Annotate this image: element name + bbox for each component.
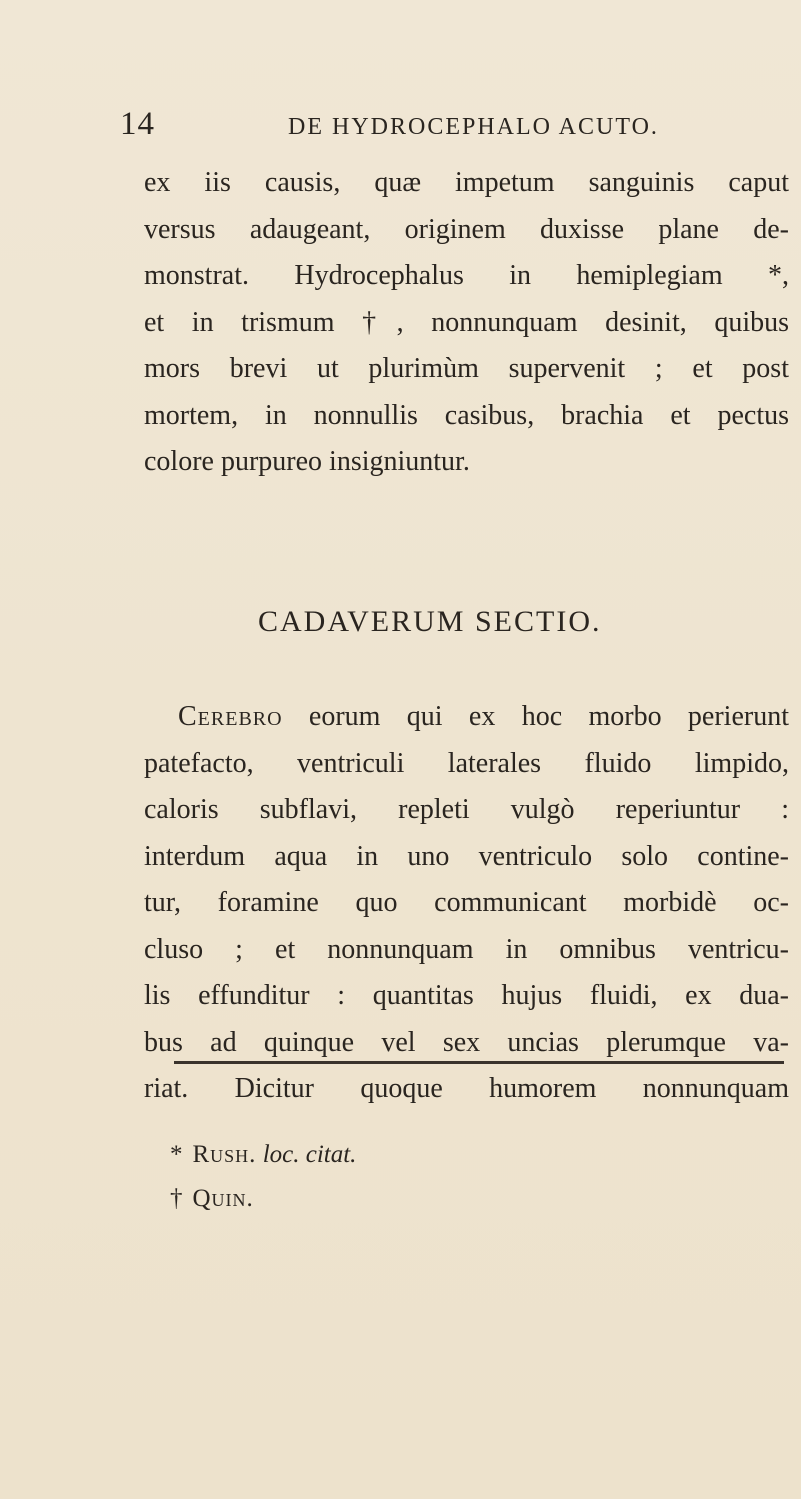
footnote-mark: * <box>170 1141 183 1168</box>
text-line: caloris subflavi, repleti vulgò reperiuntur : <box>144 794 789 825</box>
text-line <box>144 694 789 741</box>
running-title: DE HYDROCEPHALO ACUTO. <box>288 114 659 140</box>
paragraph-2 <box>144 694 789 1113</box>
text-line: bus ad quinque vel sex uncias plerumque va- <box>144 1026 789 1058</box>
footnote <box>170 1177 356 1221</box>
text-line: cluso ; et nonnunquam in omnibus ventricu- <box>144 933 789 965</box>
footnote-rule <box>174 1061 784 1064</box>
paragraph-1 <box>144 160 789 486</box>
text-line: mortem, in nonnullis casibus, brachia et pectus <box>144 399 789 431</box>
running-head <box>120 106 720 146</box>
text-line: colore purpureo insigniuntur. <box>144 446 470 477</box>
text-line: lis effunditur : quantitas hujus fluidi, ex dua- <box>144 980 789 1011</box>
lead-word: Cerebro <box>178 701 283 732</box>
footnote-author: Rush. <box>192 1141 257 1168</box>
page-number: 14 <box>120 106 155 142</box>
text-line: monstrat. Hydrocephalus in hemiplegiam *, <box>144 260 789 291</box>
text-line: interdum aqua in uno ventriculo solo contine- <box>144 840 789 872</box>
footnote-mark: † <box>170 1185 183 1212</box>
text-line: ex iis causis, quæ impetum sanguinis caput <box>144 167 789 198</box>
section-heading: CADAVERUM SECTIO. <box>258 605 602 638</box>
footnote-author: Quin. <box>192 1185 254 1212</box>
text-line: versus adaugeant, originem duxisse plane de- <box>144 213 789 245</box>
text-line: mors brevi ut plurimùm supervenit ; et post <box>144 353 789 384</box>
footnote <box>170 1133 356 1177</box>
text-line: tur, foramine quo communicant morbidè oc- <box>144 887 789 918</box>
footnotes <box>170 1133 356 1221</box>
text-line-rest: eorum qui ex hoc morbo perierunt <box>282 701 789 732</box>
text-line: et in trismum †, nonnunquam desinit, quibus <box>144 306 789 338</box>
footnote-reference: loc. citat. <box>262 1141 357 1168</box>
text-line: riat. Dicitur quoque humorem nonnunquam <box>144 1073 789 1104</box>
text-line: patefacto, ventriculi laterales fluido limpido, <box>144 747 789 779</box>
